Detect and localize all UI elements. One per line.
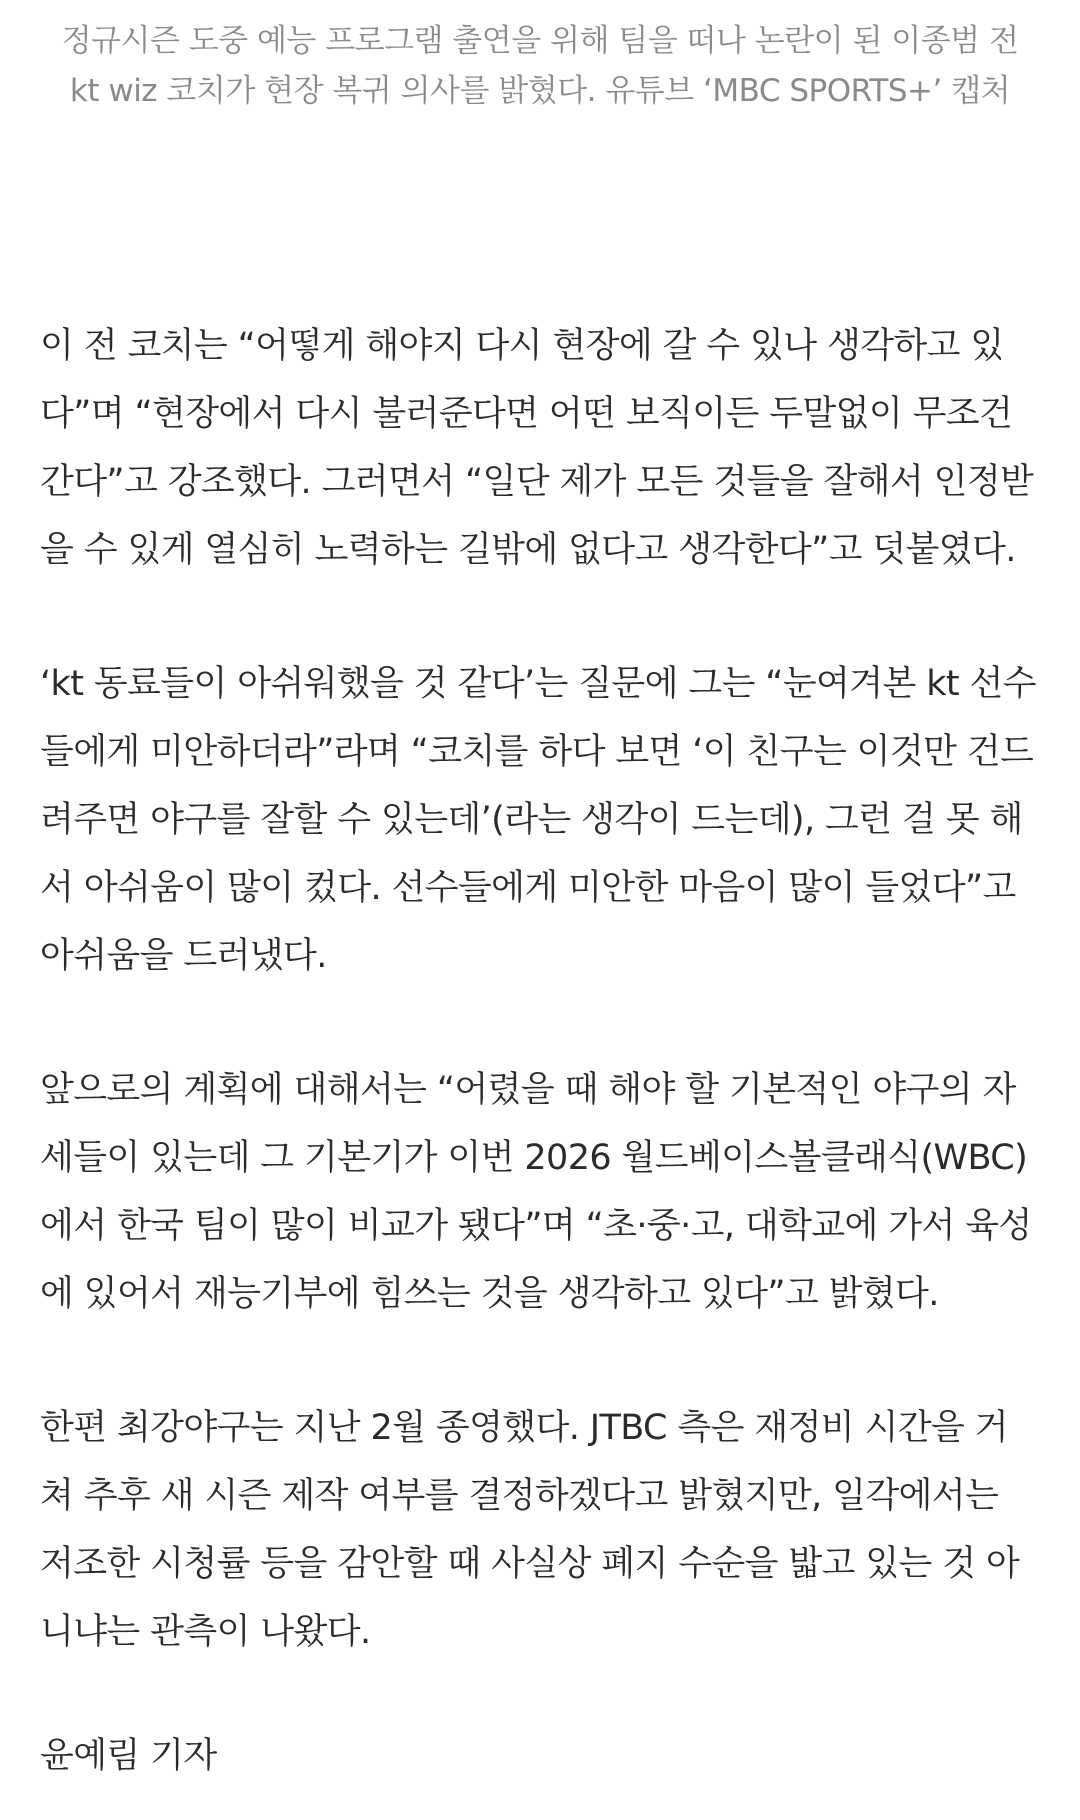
paragraph-line: 세들이 있는데 그 기본기가 이번 2026 월드베이스볼클래식(WBC)	[40, 1138, 1028, 1178]
article-body	[40, 312, 1040, 1732]
paragraph-line: 저조한 시청률 등을 감안할 때 사실상 폐지 수순을 밟고 있는 것 아	[40, 1544, 1020, 1584]
photo-caption	[40, 16, 1040, 116]
paragraph-line: 간다”고 강조했다. 그러면서 “일단 제가 모든 것들을 잘해서 인정받	[40, 462, 1034, 502]
paragraph-line: ‘kt 동료들이 아쉬워했을 것 같다’는 질문에 그는 “눈여겨본 kt 선수	[40, 664, 1036, 704]
paragraph-line: 서 아쉬움이 많이 컸다. 선수들에게 미안한 마음이 많이 들었다”고	[40, 868, 1016, 908]
paragraph-line: 을 수 있게 열심히 노력하는 길밖에 없다고 생각한다”고 덧붙였다.	[40, 530, 1016, 570]
paragraph-line: 에 있어서 재능기부에 힘쓰는 것을 생각하고 있다”고 밝혔다.	[40, 1274, 939, 1314]
paragraph-line: 려주면 야구를 잘할 수 있는데’(라는 생각이 드는데), 그런 걸 못 해	[40, 800, 1023, 840]
article-paragraph	[40, 1394, 1040, 1666]
paragraph-line: 이 전 코치는 “어떻게 해야지 다시 현장에 갈 수 있나 생각하고 있	[40, 326, 1004, 366]
paragraph-line: 앞으로의 계획에 대해서는 “어렸을 때 해야 할 기본적인 야구의 자	[40, 1070, 1016, 1110]
paragraph-line: 한편 최강야구는 지난 2월 종영했다. JTBC 측은 재정비 시간을 거	[40, 1408, 1008, 1448]
caption-line: kt wiz 코치가 현장 복귀 의사를 밝혔다. 유튜브 ‘MBC SPORTS+’ 캡처	[69, 73, 1011, 109]
paragraph-line: 니냐는 관측이 나왔다.	[40, 1612, 371, 1652]
paragraph-line: 쳐 추후 새 시즌 제작 여부를 결정하겠다고 밝혔지만, 일각에서는	[40, 1476, 999, 1516]
article-paragraph	[40, 650, 1040, 990]
caption-line: 정규시즌 도중 예능 프로그램 출연을 위해 팀을 떠나 논란이 된 이종범 전	[61, 23, 1019, 59]
paragraph-line: 다”며 “현장에서 다시 불러준다면 어떤 보직이든 두말없이 무조건	[40, 394, 1013, 434]
paragraph-line: 아쉬움을 드러냈다.	[40, 936, 327, 976]
article-paragraph	[40, 1056, 1040, 1328]
paragraph-line: 들에게 미안하더라”라며 “코치를 하다 보면 ‘이 친구는 이것만 건드	[40, 732, 1034, 772]
reporter-byline: 윤예림 기자	[40, 1736, 217, 1776]
article-paragraph	[40, 312, 1040, 584]
paragraph-line: 에서 한국 팀이 많이 비교가 됐다”며 “초·중·고, 대학교에 가서 육성	[40, 1206, 1032, 1246]
